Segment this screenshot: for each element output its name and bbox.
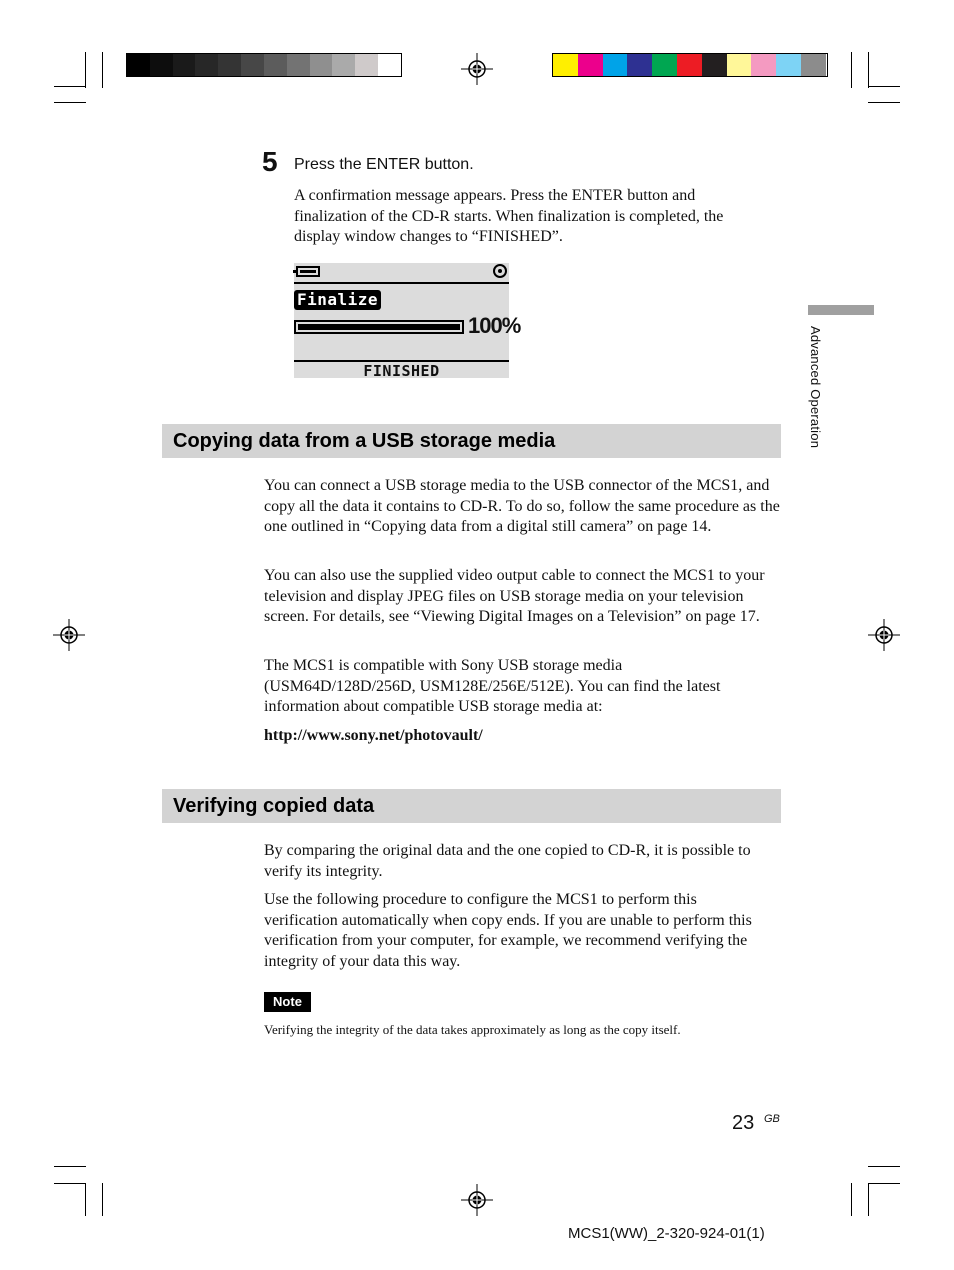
color-swatch <box>627 54 652 76</box>
section-header <box>162 789 781 823</box>
color-swatch <box>378 54 401 76</box>
crop-mark <box>851 52 852 88</box>
page-suffix: GB <box>764 1113 780 1125</box>
registration-mark-icon <box>461 53 493 85</box>
side-tab-marker <box>808 305 874 315</box>
side-tab-label: Advanced Operation <box>808 326 823 449</box>
color-swatch <box>801 54 826 76</box>
crop-mark <box>868 102 900 103</box>
color-swatch <box>553 54 578 76</box>
color-swatch <box>603 54 628 76</box>
color-swatch <box>727 54 752 76</box>
lcd-display <box>294 263 521 380</box>
color-swatch <box>702 54 727 76</box>
color-swatch <box>355 54 378 76</box>
color-swatch <box>332 54 355 76</box>
crop-mark <box>54 102 86 103</box>
step-instruction: Press the ENTER button. <box>294 156 474 173</box>
color-swatch-bar <box>552 53 828 77</box>
color-swatch <box>776 54 801 76</box>
disc-icon <box>493 264 507 278</box>
section-heading-verify: Verifying copied data <box>173 795 375 817</box>
lcd-divider <box>294 282 509 284</box>
footer-code: MCS1(WW)_2-320-924-01(1) <box>568 1225 765 1242</box>
crop-mark <box>868 1166 900 1167</box>
color-swatch <box>127 54 150 76</box>
crop-mark <box>54 1166 86 1167</box>
section-heading-usb: Copying data from a USB storage media <box>173 430 556 452</box>
color-swatch <box>751 54 776 76</box>
color-swatch <box>287 54 310 76</box>
progress-bar <box>294 320 464 334</box>
battery-icon <box>296 266 320 277</box>
crop-mark <box>102 52 103 88</box>
color-swatch <box>150 54 173 76</box>
crop-mark <box>85 1183 86 1216</box>
color-swatch <box>218 54 241 76</box>
step-description: A confirmation message appears. Press the ENTER button and finalization of the CD-R starts. When finalization is completed, the display window changes to “FINISHED”. <box>294 187 724 246</box>
paragraph: The MCS1 is compatible with Sony USB storage media (USM64D/128D/256D, USM128E/256E/512E). You can find the latest information about compatible USB storage media at: <box>264 657 721 716</box>
paragraph: Use the following procedure to configure the MCS1 to perform this verification automatically when copy ends. If you are unable to perform this verification from your computer, for example, we recommend verifying the integrity of your data this way. <box>264 891 752 970</box>
crop-mark <box>102 1183 103 1216</box>
progress-percent: 100% <box>468 313 521 338</box>
note-badge: Note <box>264 992 311 1012</box>
registration-mark-icon <box>461 1184 493 1216</box>
page-number: 23 <box>732 1112 755 1134</box>
color-swatch <box>241 54 264 76</box>
registration-mark-icon <box>53 619 85 651</box>
crop-mark <box>54 1183 86 1184</box>
color-swatch <box>195 54 218 76</box>
crop-mark <box>54 86 86 87</box>
paragraph: You can also use the supplied video output cable to connect the MCS1 to your television and display JPEG files on USB storage media on your television screen. For details, see “Viewing Digital Images on a Television” on page 17. <box>264 567 765 626</box>
url-link[interactable]: http://www.sony.net/photovault/ <box>264 727 483 744</box>
crop-mark <box>851 1183 852 1216</box>
progress-fill <box>298 324 460 330</box>
section-header <box>162 424 781 458</box>
color-swatch <box>578 54 603 76</box>
crop-mark <box>868 52 869 88</box>
crop-mark <box>868 1183 869 1216</box>
mode-label: Finalize <box>294 290 381 310</box>
crop-mark <box>85 52 86 88</box>
step-number: 5 <box>262 146 278 177</box>
color-swatch <box>310 54 333 76</box>
gray-ramp-bar <box>126 53 402 77</box>
note-text: Verifying the integrity of the data takes approximately as long as the copy itself. <box>264 1022 681 1037</box>
paragraph: You can connect a USB storage media to the USB connector of the MCS1, and copy all the data it contains to CD-R. To do so, follow the same procedure as the one outlined in “Copying data from a digital still camera” on page 14. <box>264 477 780 536</box>
color-swatch <box>173 54 196 76</box>
color-swatch <box>677 54 702 76</box>
status-text: FINISHED <box>363 362 440 380</box>
registration-mark-icon <box>868 619 900 651</box>
color-swatch <box>264 54 287 76</box>
crop-mark <box>868 86 900 87</box>
color-swatch <box>652 54 677 76</box>
paragraph: By comparing the original data and the one copied to CD-R, it is possible to verify its integrity. <box>264 842 751 880</box>
crop-mark <box>868 1183 900 1184</box>
